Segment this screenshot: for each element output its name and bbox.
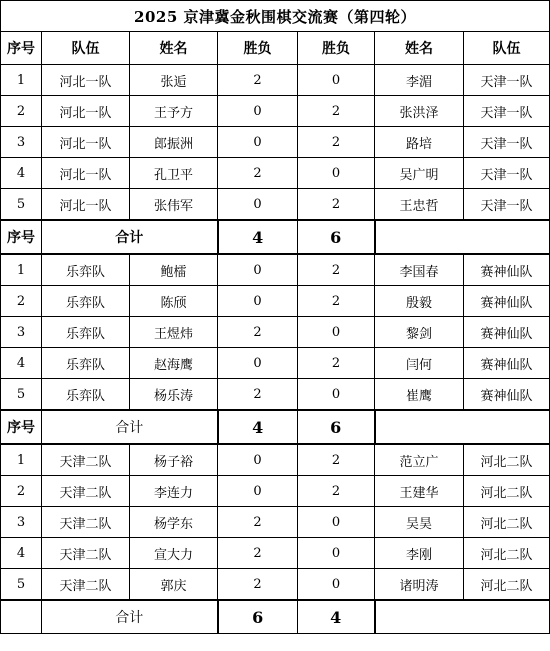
player-a: 王煜炜 [130,317,218,348]
header-team-b: 队伍 [464,32,550,65]
player-b: 吴昊 [375,507,464,538]
total-score-b: 6 [298,220,375,254]
title-row [1,1,550,32]
row-no: 1 [1,444,42,476]
score-a: 0 [218,444,298,476]
score-b: 0 [298,317,375,348]
player-b: 李国春 [375,254,464,286]
team-b: 赛神仙队 [464,379,550,411]
total-no-label [1,600,42,634]
row-no: 3 [1,317,42,348]
row-no: 4 [1,158,42,189]
team-b: 天津一队 [464,96,550,127]
table-row [1,254,550,286]
table-row [1,476,550,507]
player-b: 诸明涛 [375,569,464,601]
player-a: 张伟军 [130,189,218,221]
table-row [1,65,550,96]
score-b: 2 [298,254,375,286]
score-a: 0 [218,286,298,317]
total-row [1,220,550,254]
player-a: 杨学东 [130,507,218,538]
header-no: 序号 [1,32,42,65]
team-a: 河北一队 [42,189,130,221]
player-a: 张逅 [130,65,218,96]
team-b: 天津一队 [464,189,550,221]
team-a: 天津二队 [42,538,130,569]
total-blank [375,220,550,254]
team-a: 河北一队 [42,158,130,189]
score-a: 2 [218,538,298,569]
team-a: 乐弈队 [42,348,130,379]
team-b: 天津一队 [464,158,550,189]
player-b: 吴广明 [375,158,464,189]
score-a: 0 [218,189,298,221]
score-b: 0 [298,158,375,189]
team-b: 天津一队 [464,65,550,96]
player-a: 杨乐涛 [130,379,218,411]
player-a: 郭庆 [130,569,218,601]
header-row [1,32,550,65]
team-a: 乐弈队 [42,254,130,286]
team-a: 河北一队 [42,65,130,96]
player-b: 王建华 [375,476,464,507]
total-label: 合计 [42,600,218,634]
team-a: 乐弈队 [42,317,130,348]
score-b: 2 [298,127,375,158]
team-a: 天津二队 [42,444,130,476]
score-a: 0 [218,254,298,286]
team-b: 赛神仙队 [464,348,550,379]
score-b: 2 [298,476,375,507]
row-no: 4 [1,348,42,379]
total-row [1,410,550,444]
player-b: 李湄 [375,65,464,96]
header-name-a: 姓名 [130,32,218,65]
total-label: 合计 [42,410,218,444]
score-a: 2 [218,317,298,348]
score-b: 0 [298,569,375,601]
total-label: 合计 [42,220,218,254]
total-no-label: 序号 [1,410,42,444]
score-a: 2 [218,507,298,538]
page-title: 2025 京津冀金秋围棋交流赛（第四轮） [1,1,550,32]
row-no: 5 [1,379,42,411]
header-name-b: 姓名 [375,32,464,65]
total-score-b: 4 [298,600,375,634]
team-a: 天津二队 [42,476,130,507]
total-row [1,600,550,634]
team-b: 河北二队 [464,538,550,569]
table-row [1,538,550,569]
player-a: 鲍檑 [130,254,218,286]
team-b: 河北二队 [464,569,550,601]
team-b: 河北二队 [464,444,550,476]
row-no: 2 [1,96,42,127]
player-b: 黎剑 [375,317,464,348]
player-b: 范立广 [375,444,464,476]
team-a: 河北一队 [42,96,130,127]
player-a: 郎振洲 [130,127,218,158]
table-row [1,96,550,127]
score-a: 0 [218,476,298,507]
team-a: 河北一队 [42,127,130,158]
team-b: 河北二队 [464,507,550,538]
score-a: 2 [218,158,298,189]
score-b: 0 [298,65,375,96]
total-score-a: 4 [218,220,298,254]
row-no: 5 [1,189,42,221]
table-row [1,348,550,379]
table-row [1,507,550,538]
player-a: 杨子裕 [130,444,218,476]
player-a: 陈颀 [130,286,218,317]
player-b: 王忠哲 [375,189,464,221]
score-a: 0 [218,127,298,158]
player-b: 殷毅 [375,286,464,317]
row-no: 4 [1,538,42,569]
score-b: 2 [298,348,375,379]
table-row [1,444,550,476]
score-a: 0 [218,96,298,127]
score-b: 0 [298,538,375,569]
player-b: 路培 [375,127,464,158]
total-score-a: 6 [218,600,298,634]
table-row [1,569,550,601]
team-b: 赛神仙队 [464,317,550,348]
player-a: 赵海鹰 [130,348,218,379]
header-score-a: 胜负 [218,32,298,65]
score-a: 0 [218,348,298,379]
score-b: 2 [298,96,375,127]
table-row [1,317,550,348]
player-b: 崔鹰 [375,379,464,411]
row-no: 3 [1,127,42,158]
header-score-b: 胜负 [298,32,375,65]
row-no: 2 [1,476,42,507]
player-a: 孔卫平 [130,158,218,189]
row-no: 1 [1,254,42,286]
team-b: 河北二队 [464,476,550,507]
table-row [1,379,550,411]
score-a: 2 [218,569,298,601]
row-no: 1 [1,65,42,96]
player-b: 闫何 [375,348,464,379]
player-b: 张洪泽 [375,96,464,127]
team-b: 天津一队 [464,127,550,158]
team-b: 赛神仙队 [464,286,550,317]
score-b: 0 [298,379,375,411]
player-a: 宣大力 [130,538,218,569]
team-b: 赛神仙队 [464,254,550,286]
team-a: 天津二队 [42,507,130,538]
table-row [1,127,550,158]
player-a: 王予方 [130,96,218,127]
table-row [1,286,550,317]
row-no: 3 [1,507,42,538]
player-a: 李连力 [130,476,218,507]
score-b: 2 [298,189,375,221]
total-no-label: 序号 [1,220,42,254]
row-no: 2 [1,286,42,317]
player-b: 李刚 [375,538,464,569]
total-score-a: 4 [218,410,298,444]
total-score-b: 6 [298,410,375,444]
score-b: 0 [298,507,375,538]
score-a: 2 [218,379,298,411]
table-row [1,189,550,221]
header-team-a: 队伍 [42,32,130,65]
row-no: 5 [1,569,42,601]
score-b: 2 [298,286,375,317]
team-a: 乐弈队 [42,286,130,317]
score-a: 2 [218,65,298,96]
team-a: 天津二队 [42,569,130,601]
total-blank [375,600,550,634]
team-a: 乐弈队 [42,379,130,411]
total-blank [375,410,550,444]
score-b: 2 [298,444,375,476]
table-row [1,158,550,189]
